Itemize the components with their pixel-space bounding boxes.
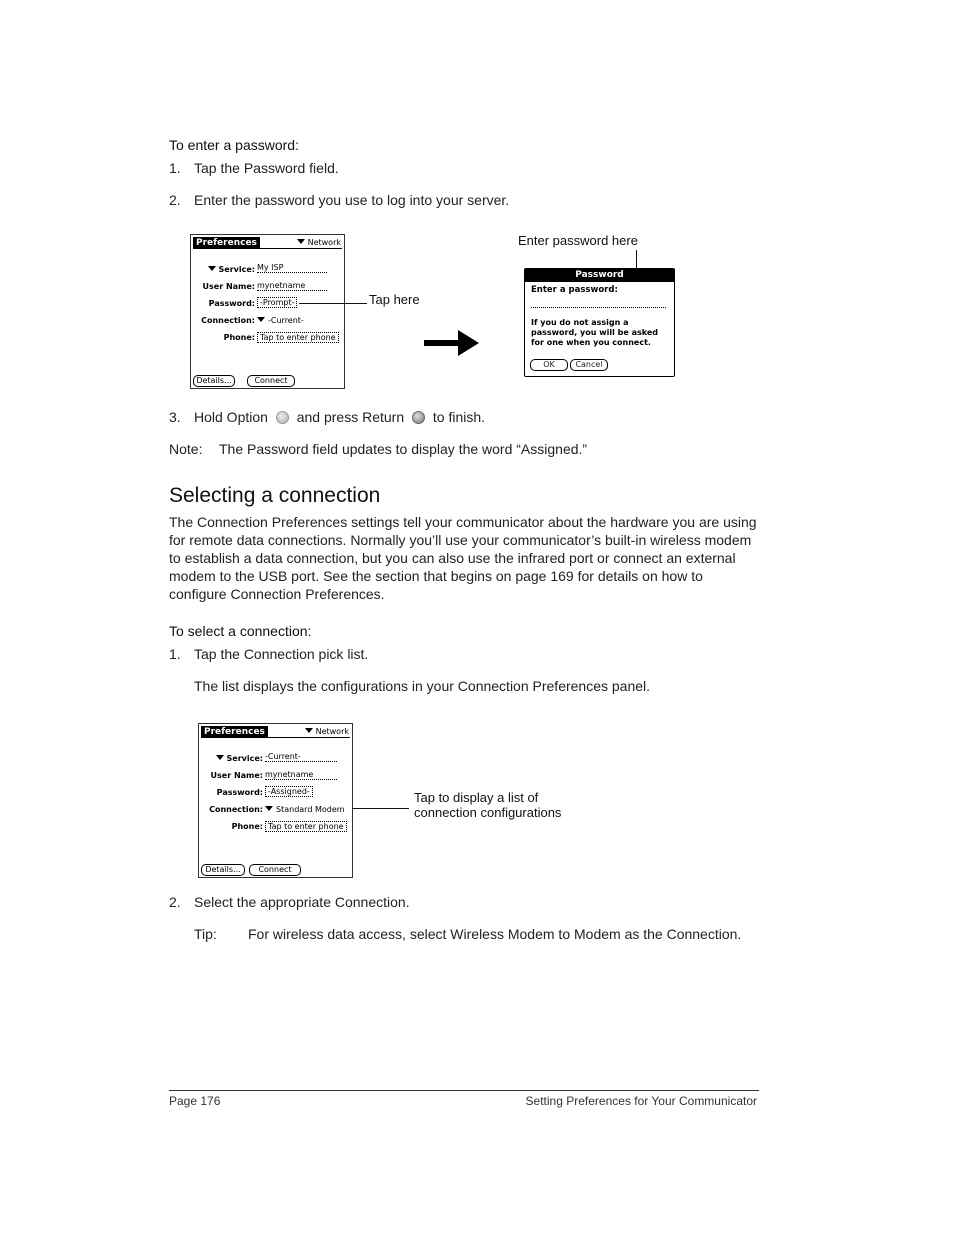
callout-line-2: connection configurations	[414, 805, 562, 820]
password-dialog	[524, 268, 675, 377]
callout-line	[352, 808, 409, 809]
dropdown-arrow-icon	[216, 755, 224, 760]
password-field[interactable]: -Assigned-	[265, 786, 313, 797]
tip-label: Tip:	[194, 926, 217, 942]
dialog-title: Password	[525, 269, 674, 282]
username-label: User Name:	[202, 282, 255, 291]
step-text: Tap the Connection pick list.	[194, 646, 369, 662]
step-number: 2.	[169, 192, 181, 208]
step-text: Enter the password you use to log into your server.	[194, 192, 510, 208]
password-label: Password:	[216, 788, 263, 797]
step-text: Tap the Password field.	[194, 160, 339, 176]
footer-divider	[169, 1090, 759, 1091]
option-key-icon	[276, 411, 289, 424]
dropdown-arrow-icon	[208, 266, 216, 271]
service-label: Service:	[197, 265, 255, 274]
connect-button[interactable]: Connect	[249, 864, 301, 876]
dropdown-arrow-icon	[257, 317, 265, 322]
note-label: Note:	[169, 441, 203, 457]
details-button[interactable]: Details...	[193, 375, 235, 387]
password-input[interactable]	[531, 307, 666, 308]
step-number: 1.	[169, 160, 181, 176]
service-value[interactable]: -Current-	[265, 752, 337, 762]
screen-title: Preferences	[201, 726, 268, 738]
title-divider	[193, 248, 342, 249]
phone-field[interactable]: Tap to enter phone	[257, 332, 339, 343]
connection-picker[interactable]: Standard Modem	[265, 805, 345, 814]
password-field[interactable]: -Prompt-	[257, 297, 297, 308]
right-arrow-icon	[424, 328, 480, 358]
callout-line-1: Tap to display a list of	[414, 790, 539, 805]
chapter-title: Setting Preferences for Your Communicator	[525, 1094, 757, 1108]
step-number: 1.	[169, 646, 181, 662]
connection-label: Connection:	[209, 805, 263, 814]
ok-button[interactable]: OK	[530, 359, 568, 371]
note-text: The Password field updates to display the word “Assigned.”	[219, 441, 588, 457]
service-label: Service:	[205, 754, 263, 763]
panel-picker[interactable]: Network	[297, 238, 341, 247]
dropdown-arrow-icon	[265, 806, 273, 811]
connection-label: Connection:	[201, 316, 255, 325]
page-number: Page 176	[169, 1094, 221, 1108]
connection-picker[interactable]: -Current-	[257, 316, 304, 325]
section-title: Selecting a connection	[169, 484, 381, 507]
return-key-icon	[412, 411, 425, 424]
dialog-label: Enter a password:	[531, 285, 618, 295]
username-field[interactable]: mynetname	[257, 281, 327, 291]
dialog-message: If you do not assign a password, you will be asked for one when you connect.	[531, 318, 658, 347]
dropdown-arrow-icon	[297, 239, 305, 244]
phone-label: Phone:	[231, 822, 263, 831]
procedure-heading-password: To enter a password:	[169, 137, 299, 153]
callout-tap-here: Tap here	[369, 292, 420, 307]
step-number: 3.	[169, 409, 181, 425]
connect-button[interactable]: Connect	[247, 375, 295, 387]
username-label: User Name:	[210, 771, 263, 780]
cancel-button[interactable]: Cancel	[570, 359, 608, 371]
dropdown-arrow-icon	[305, 728, 313, 733]
preferences-screen-prompt	[190, 234, 345, 389]
tip-text: For wireless data access, select Wireless Modem to Modem as the Connection.	[248, 926, 742, 942]
phone-label: Phone:	[223, 333, 255, 342]
step-number: 2.	[169, 894, 181, 910]
procedure-heading-connection: To select a connection:	[169, 623, 312, 639]
panel-picker[interactable]: Network	[305, 727, 349, 736]
step-subtext: The list displays the configurations in your Connection Preferences panel.	[194, 678, 651, 694]
step-text: Select the appropriate Connection.	[194, 894, 410, 910]
service-value[interactable]: My ISP	[257, 263, 327, 273]
password-label: Password:	[208, 299, 255, 308]
callout-connection-list	[414, 790, 561, 820]
callout-enter-password: Enter password here	[518, 233, 638, 248]
title-divider	[201, 737, 350, 738]
step-text: Hold Option and press Return to finish.	[194, 409, 486, 425]
details-button[interactable]: Details...	[201, 864, 245, 876]
callout-line	[299, 303, 367, 304]
preferences-screen-connection	[198, 723, 353, 878]
section-paragraph: The Connection Preferences settings tell your communicator about the hardware you are using for remote data connections. Normally you’ll use your communicator’s built-in wireless modem to establish a data connection, but you can also use the infrared port or connect an external modem to the USB port. See the section that begins on page 169 for details on how to configure Connection Preferences.	[169, 514, 757, 602]
username-field[interactable]: mynetname	[265, 770, 337, 780]
screen-title: Preferences	[193, 237, 260, 249]
phone-field[interactable]: Tap to enter phone	[265, 821, 347, 832]
